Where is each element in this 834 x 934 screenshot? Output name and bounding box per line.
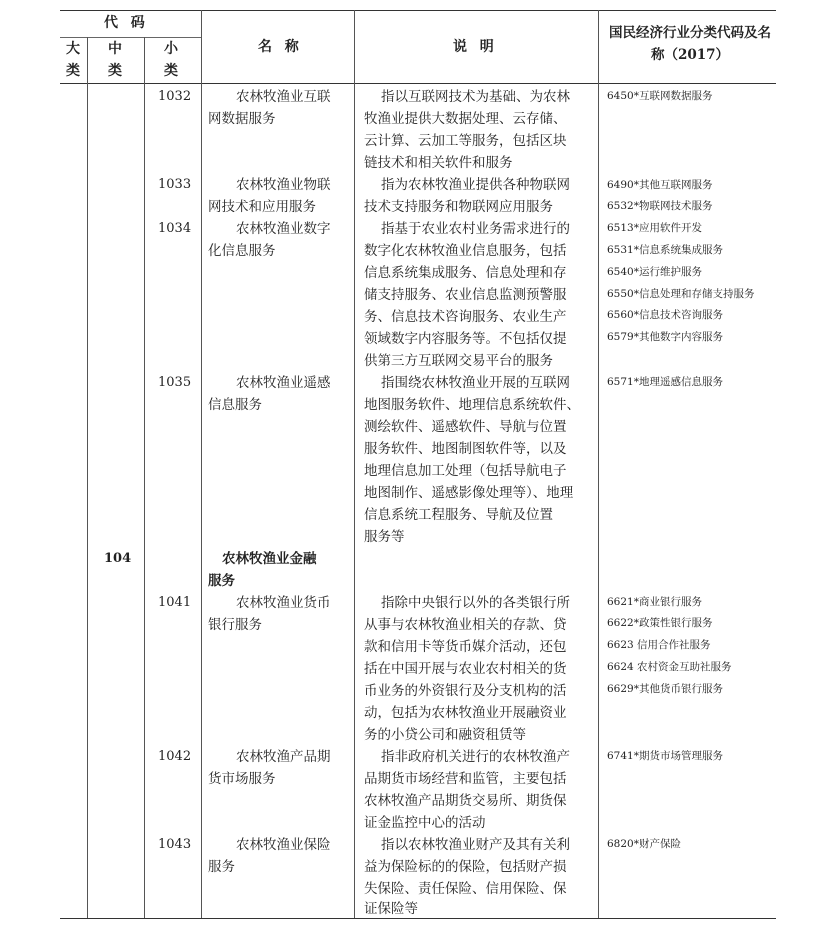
row-1032-name-1: 农林牧渔业互联 [236, 89, 331, 105]
row-1041-class-5: 6629*其他货币银行服务 [607, 683, 723, 695]
row-1041-desc-1: 指除中央银行以外的各类银行所 [381, 595, 570, 611]
row-1043-desc-1: 指以农林牧渔业财产及其有关利 [381, 837, 570, 853]
row-1034-desc-2: 数字化农林牧渔业信息服务，包括 [364, 243, 567, 259]
row-1043-name-2: 服务 [208, 859, 235, 875]
row-1035-desc-2: 地图服务软件、地理信息系统软件、 [364, 397, 580, 413]
row-1034-desc-7: 供第三方互联网交易平台的服务 [364, 353, 553, 369]
row-1034-class-1: 6513*应用软件开发 [607, 222, 702, 234]
row-1033-code: 1033 [158, 177, 192, 192]
row-1034-class-6: 6579*其他数字内容服务 [607, 331, 723, 343]
row-1043-class-1: 6820*财产保险 [607, 838, 681, 850]
row-1032-desc-2: 牧渔业提供大数据处理、云存储、 [364, 111, 567, 127]
row-1042-desc-3: 农林牧渔产品期货交易所、期货保 [364, 793, 567, 809]
row-1041-desc-6: 动，包括为农林牧渔业开展融资业 [364, 705, 567, 721]
row-1041-desc-5: 币业务的外资银行及分支机构的活 [364, 683, 567, 699]
header-code: 代 码 [104, 15, 146, 31]
row-1034-name-2: 化信息服务 [208, 243, 276, 259]
row-1043-desc-2: 益为保险标的的保险，包括财产损 [364, 859, 567, 875]
row-1034-desc-1: 指基于农业农村业务需求进行的 [381, 221, 570, 237]
row-1041-class-3: 6623 信用合作社服务 [607, 639, 711, 651]
row-1043-code: 1043 [158, 837, 192, 852]
header-national: 国民经济行业分类代码及名称（2017） [609, 25, 771, 63]
row-1041-code: 1041 [158, 595, 192, 610]
header-bottom-rule [60, 83, 776, 84]
row-1035-desc-1: 指围绕农林牧渔业开展的互联网 [381, 375, 570, 391]
row-1035-desc-7: 信息系统工程服务、导航及位置 [364, 507, 553, 523]
row-1042-code: 1042 [158, 749, 192, 764]
row-1033-class-2: 6532*物联网技术服务 [607, 200, 713, 212]
row-1041-class-2: 6622*政策性银行服务 [607, 617, 713, 629]
row-1035-desc-3: 测绘软件、遥感软件、导航与位置 [364, 419, 567, 435]
row-1034-class-3: 6540*运行维护服务 [607, 266, 702, 278]
row-1033-name-1: 农林牧渔业物联 [236, 177, 331, 193]
table-bottom-rule [60, 918, 776, 919]
row-1042-desc-4: 证金监控中心的活动 [364, 815, 486, 831]
row-1033-desc-1: 指为农林牧渔业提供各种物联网 [381, 177, 570, 193]
row-1035-class-1: 6571*地理遥感信息服务 [607, 376, 723, 388]
row-1041-desc-7: 务的小贷公司和融资租赁等 [364, 727, 526, 743]
header-major: 大类 [66, 41, 81, 79]
header-medium: 中类 [108, 41, 123, 79]
row-1042-class-1: 6741*期货市场管理服务 [607, 750, 723, 762]
row-1032-desc-1: 指以互联网技术为基础、为农林 [381, 89, 570, 105]
row-1041-name-2: 银行服务 [208, 617, 262, 633]
row-1032-class-1: 6450*互联网数据服务 [607, 90, 713, 102]
col-rule-major [87, 37, 88, 918]
row-1034-class-5: 6560*信息技术咨询服务 [607, 309, 723, 321]
row-1035-desc-4: 服务软件、地图制图软件等，以及 [364, 441, 567, 457]
row-1041-desc-3: 款和信用卡等货币媒介活动，还包 [364, 639, 567, 655]
row-1043-name-1: 农林牧渔业保险 [236, 837, 331, 853]
row-1035-desc-6: 地图制作、遥感影像处理等）、地理 [364, 485, 574, 501]
row-1035-code: 1035 [158, 375, 192, 390]
row-1035-desc-8: 服务等 [364, 529, 405, 545]
row-104-name-2: 服务 [208, 573, 235, 589]
row-1034-desc-4: 储支持服务、农业信息监测预警服 [364, 287, 567, 303]
row-1041-class-1: 6621*商业银行服务 [607, 596, 702, 608]
row-1033-desc-2: 技术支持服务和物联网应用服务 [364, 199, 553, 215]
row-1032-name-2: 网数据服务 [208, 111, 276, 127]
row-1035-desc-5: 地理信息加工处理（包括导航电子 [364, 463, 567, 479]
row-1041-desc-4: 括在中国开展与农业农村相关的货 [364, 661, 567, 677]
row-1043-desc-3: 失保险、责任保险、信用保险、保 [364, 881, 567, 897]
row-1041-desc-2: 从事与农林牧渔业相关的存款、贷 [364, 617, 567, 633]
row-1042-name-1: 农林牧渔产品期 [236, 749, 331, 765]
row-1032-desc-4: 链技术和相关软件和服务 [364, 155, 513, 171]
row-1034-desc-6: 领域数字内容服务等。不包括仅提 [364, 331, 567, 347]
row-104-name-1: 农林牧渔业金融 [222, 551, 317, 567]
row-1033-class-1: 6490*其他互联网服务 [607, 179, 713, 191]
row-1043-desc-4: 证保险等 [364, 901, 418, 917]
col-rule-medium [144, 37, 145, 918]
row-1032-code: 1032 [158, 89, 192, 104]
row-1034-desc-3: 信息系统集成服务、信息处理和存 [364, 265, 567, 281]
col-rule-minor [201, 10, 202, 918]
row-1035-name-2: 信息服务 [208, 397, 262, 413]
row-1042-desc-2: 品期货市场经营和监管，主要包括 [364, 771, 567, 787]
row-1042-name-2: 货市场服务 [208, 771, 276, 787]
row-1034-name-1: 农林牧渔业数字 [236, 221, 331, 237]
col-rule-desc [598, 10, 599, 918]
row-1034-class-2: 6531*信息系统集成服务 [607, 244, 723, 256]
row-1034-code: 1034 [158, 221, 192, 236]
table-top-rule [60, 10, 776, 11]
row-1041-name-1: 农林牧渔业货币 [236, 595, 331, 611]
row-1032-desc-3: 云计算、云加工等服务，包括区块 [364, 133, 567, 149]
row-1034-class-4: 6550*信息处理和存储支持服务 [607, 288, 755, 300]
row-1042-desc-1: 指非政府机关进行的农林牧渔产 [381, 749, 570, 765]
row-1033-name-2: 网技术和应用服务 [208, 199, 316, 215]
header-desc: 说 明 [453, 39, 495, 55]
header-minor: 小类 [164, 41, 179, 79]
col-rule-name [354, 10, 355, 918]
row-1041-class-4: 6624 农村资金互助社服务 [607, 661, 732, 673]
row-1035-name-1: 农林牧渔业遥感 [236, 375, 331, 391]
row-1034-desc-5: 务、信息技术咨询服务、农业生产 [364, 309, 567, 325]
header-name: 名 称 [258, 39, 300, 55]
row-104-medium-code: 104 [104, 551, 132, 566]
